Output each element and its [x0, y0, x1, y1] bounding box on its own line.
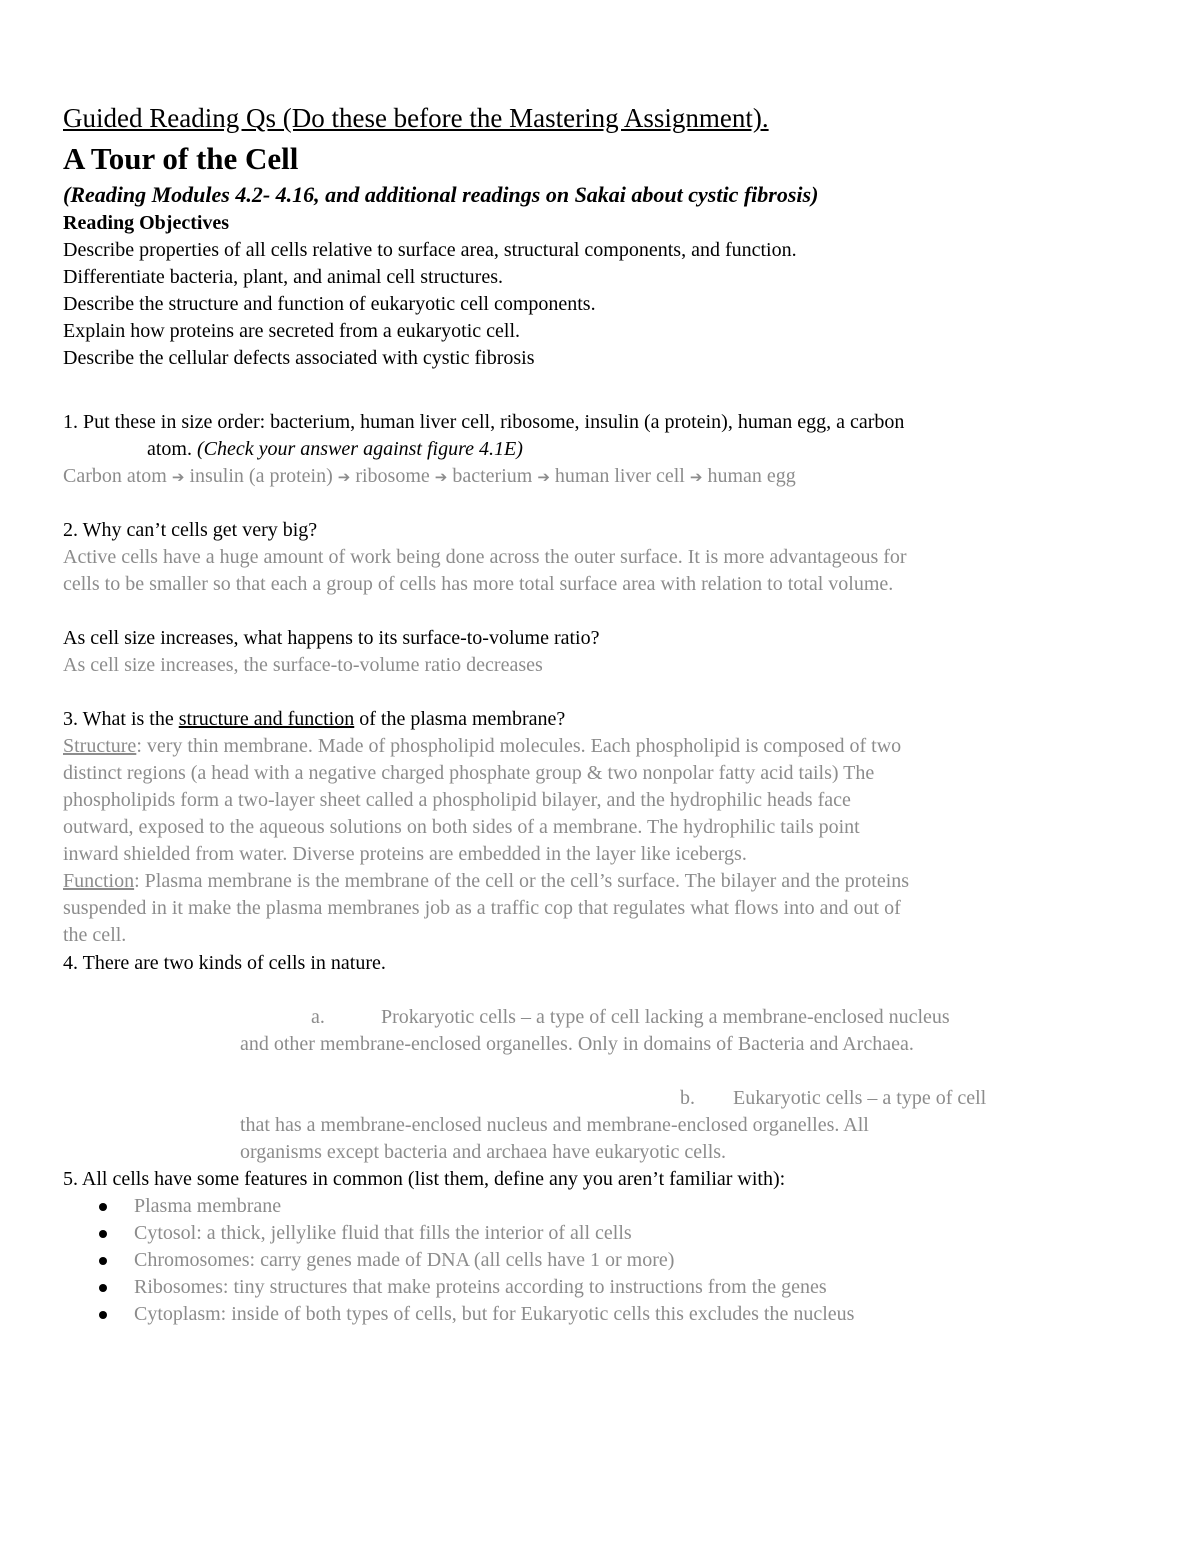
structure-line: inward shielded from water. Diverse proteins are embedded in the layer like icebergs. [63, 843, 747, 865]
structure-line: distinct regions (a head with a negative charged phosphate group & two nonpolar fatty acid tails) The [63, 762, 875, 784]
bullet-icon [99, 1311, 107, 1319]
arrow-right-icon: ➔ [171, 468, 185, 486]
question-3 [63, 706, 565, 733]
question-1-atom: atom. [147, 438, 197, 460]
question-5: 5. All cells have some features in common (list them, define any you aren’t familiar with): [63, 1168, 786, 1190]
question-1-hint: (Check your answer against figure 4.1E) [197, 438, 523, 460]
function-line [63, 868, 909, 895]
features-list [63, 1193, 854, 1328]
question-3-suffix: of the plasma membrane? [354, 708, 566, 730]
answer-2-line: Active cells have a huge amount of work being done across the outer surface. It is more advantageous for [63, 546, 907, 568]
page-title: A Tour of the Cell [63, 141, 299, 176]
size-item: bacterium [452, 465, 533, 487]
question-3-prefix: 3. What is the [63, 708, 179, 730]
objective-item: Explain how proteins are secreted from a eukaryotic cell. [63, 320, 521, 342]
eukaryotic-line: organisms except bacteria and archaea have eukaryotic cells. [240, 1141, 727, 1163]
objective-item: Describe the structure and function of eukaryotic cell components. [63, 293, 596, 315]
size-item: human liver cell [554, 465, 685, 487]
page-subtitle: (Reading Modules 4.2- 4.16, and additional readings on Sakai about cystic fibrosis) [63, 182, 819, 207]
question-1-continuation [147, 436, 523, 463]
eukaryotic-line: Eukaryotic cells – a type of cell [733, 1087, 987, 1109]
list-item [63, 1220, 854, 1247]
size-item: Carbon atom [63, 465, 167, 487]
guided-reading-heading: Guided Reading Qs (Do these before the Mastering Assignment). [63, 103, 769, 133]
size-item: ribosome [355, 465, 430, 487]
answer-2-followup: As cell size increases, the surface-to-volume ratio decreases [63, 654, 543, 676]
list-item [63, 1193, 854, 1220]
arrow-right-icon: ➔ [434, 468, 448, 486]
structure-label: Structure [63, 735, 137, 757]
structure-text: : very thin membrane. Made of phospholipid molecules. Each phospholipid is composed of two [136, 735, 902, 757]
function-label: Function [63, 870, 135, 892]
bullet-icon [99, 1284, 107, 1292]
objectives-heading: Reading Objectives [63, 212, 230, 234]
list-item [63, 1274, 854, 1301]
feature-text: Plasma membrane [134, 1195, 282, 1217]
function-text: : Plasma membrane is the membrane of the cell or the cell’s surface. The bilayer and the proteins [134, 870, 910, 892]
prokaryotic-line: Prokaryotic cells – a type of cell lacking a membrane-enclosed nucleus [381, 1006, 950, 1028]
bullet-icon [99, 1203, 107, 1211]
list-item [63, 1301, 854, 1328]
question-2: 2. Why can’t cells get very big? [63, 519, 318, 541]
question-3-underlined: structure and function [178, 708, 355, 730]
feature-text: Chromosomes: carry genes made of DNA (all cells have 1 or more) [134, 1249, 675, 1271]
structure-line [63, 733, 901, 760]
size-item: insulin (a protein) [189, 465, 333, 487]
size-item: human egg [707, 465, 796, 487]
bullet-icon [99, 1230, 107, 1238]
feature-text: Ribosomes: tiny structures that make proteins according to instructions from the genes [134, 1276, 827, 1298]
answer-2-line: cells to be smaller so that each a group of cells has more total surface area with relation to total volume. [63, 573, 894, 595]
feature-text: Cytosol: a thick, jellylike fluid that fills the interior of all cells [134, 1222, 632, 1244]
objective-item: Describe properties of all cells relative to surface area, structural components, and function. [63, 239, 797, 261]
bullet-icon [99, 1257, 107, 1265]
eukaryotic-line: that has a membrane-enclosed nucleus and membrane-enclosed organelles. All [240, 1114, 869, 1136]
prokaryotic-line: and other membrane-enclosed organelles. Only in domains of Bacteria and Archaea. [240, 1033, 914, 1055]
answer-1 [63, 463, 796, 491]
structure-line: phospholipids form a two-layer sheet called a phospholipid bilayer, and the hydrophilic heads face [63, 789, 851, 811]
list-item [63, 1247, 854, 1274]
objective-item: Describe the cellular defects associated with cystic fibrosis [63, 347, 535, 369]
objective-item: Differentiate bacteria, plant, and animal cell structures. [63, 266, 503, 288]
arrow-right-icon: ➔ [689, 468, 703, 486]
arrow-right-icon: ➔ [537, 468, 550, 486]
function-line: the cell. [63, 924, 127, 946]
list-marker-a: a. [311, 1006, 325, 1028]
function-line: suspended in it make the plasma membranes job as a traffic cop that regulates what flows into and out of [63, 897, 901, 919]
question-4: 4. There are two kinds of cells in nature. [63, 952, 386, 974]
list-marker-b: b. [680, 1087, 695, 1109]
arrow-right-icon: ➔ [337, 468, 351, 486]
feature-text: Cytoplasm: inside of both types of cells, but for Eukaryotic cells this excludes the nucleus [134, 1303, 855, 1325]
question-1: 1. Put these in size order: bacterium, human liver cell, ribosome, insulin (a protein), human egg, a carbon [63, 411, 905, 433]
question-2-followup: As cell size increases, what happens to its surface-to-volume ratio? [63, 627, 600, 649]
structure-line: outward, exposed to the aqueous solutions on both sides of a membrane. The hydrophilic tails point [63, 816, 860, 838]
